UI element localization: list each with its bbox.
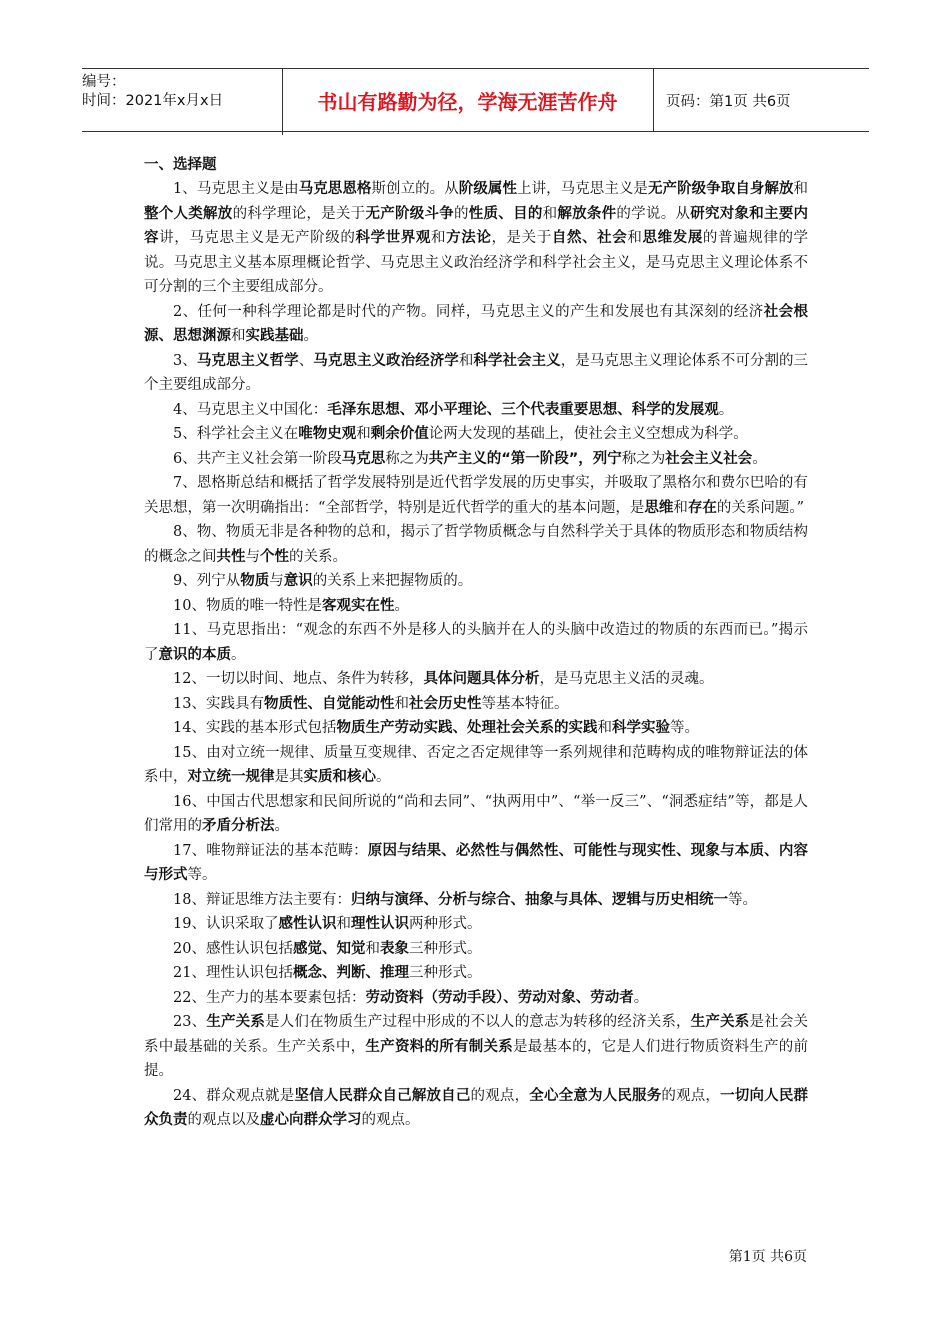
bold-term: 马克思恩格: [298, 181, 372, 197]
bold-term: 社会根源、思想渊源: [144, 303, 809, 344]
text-run: 斯创立的。从: [371, 181, 459, 197]
text-run: 19、认识采取了: [173, 916, 279, 932]
text-run: 和: [627, 230, 643, 246]
text-run: 14、实践的基本形式包括: [173, 720, 337, 736]
text-run: 称之为: [621, 450, 666, 467]
text-run: 上讲，马克思主义是: [517, 181, 648, 197]
text-run: 17、唯物辩证法的基本范畴：: [173, 842, 368, 859]
bold-term: 阶级属性: [458, 181, 518, 197]
paragraph-17: [144, 839, 808, 888]
text-run: 称之为: [385, 450, 429, 467]
text-run: 讲，马克思主义是无产阶级的: [159, 230, 356, 246]
bold-term: 一切向人民群众负责: [144, 1087, 809, 1128]
text-run: 12、一切以时间、地点、条件为转移，: [173, 671, 424, 687]
bold-term: 原因与结果、必然性与偶然性、可能性与现实性、现象与本质、内容与形式: [144, 842, 809, 883]
text-run: 与: [245, 548, 260, 565]
text-run: 、: [298, 352, 314, 369]
text-run: 的观点，: [661, 1087, 721, 1104]
text-run: 和: [365, 940, 380, 957]
text-run: 两种形式。: [408, 916, 482, 932]
section-title: 一、选择题: [144, 157, 217, 173]
text-run: 的观点以及: [187, 1112, 260, 1128]
bold-term: 马克思: [341, 450, 386, 467]
bold-term: 物质: [240, 573, 270, 589]
text-run: ，是关于: [491, 230, 552, 246]
bold-term: 方法论: [446, 230, 492, 246]
paragraph-3: [144, 349, 808, 398]
bold-term: 唯物史观: [298, 426, 357, 442]
text-run: 9、列宁从: [173, 573, 241, 589]
bold-term: 解放条件: [557, 205, 617, 222]
text-run: 和: [431, 230, 447, 246]
text-run: 的观点。: [361, 1112, 420, 1128]
bold-term: 马克思主义哲学: [196, 352, 299, 369]
text-run: 是最基本的，它是人们进行物质资料生产的前提。: [144, 1038, 809, 1079]
bold-term: 劳动资料（劳动手段）、劳动对象、劳动者: [365, 989, 634, 1006]
bold-term: 物质性、自觉能动性: [263, 695, 395, 712]
page-footer: 第1页 共6页: [728, 1249, 807, 1265]
text-run: 等基本特征。: [481, 695, 569, 712]
bold-term: 个性: [260, 548, 289, 565]
bold-term: 实质和核心: [303, 769, 376, 785]
text-run: 6、共产主义社会第一阶段: [173, 450, 342, 467]
bold-term: 归纳与演绎、分析与综合、抽象与具体、逻辑与历史相统一: [350, 891, 728, 908]
bold-term: 剩余价值: [370, 426, 429, 442]
paragraph-8: [144, 520, 808, 569]
text-run: 和: [231, 328, 246, 344]
bold-term: 意识: [283, 573, 313, 589]
text-run: ，是马克思主义活的灵魂。: [539, 671, 714, 687]
text-run: 5、科学社会主义在: [173, 426, 299, 442]
paragraph-16: [144, 790, 808, 839]
paragraph-11: [144, 618, 808, 667]
paragraph-24: [144, 1084, 808, 1133]
paragraph-18: [144, 888, 808, 913]
text-run: 。: [752, 450, 767, 467]
text-run: 的关系问题。”: [716, 499, 805, 516]
text-run: 的: [454, 205, 469, 222]
paragraph-5: [144, 422, 808, 447]
text-run: 。: [274, 818, 289, 834]
text-run: 的普遍规律的学说。马克思主义基本原理概论哲学、马克思主义政治经济学和科学社会主义，是马克思主义理论体系不可分割的三个主要组成部分。: [144, 230, 809, 295]
text-run: 的学说。从: [616, 205, 691, 222]
text-run: 。: [394, 597, 409, 614]
bold-term: 思维发展: [642, 230, 703, 246]
text-run: 8、物、物质无非是各种物的总和，揭示了哲学物质概念与自然科学关于具体的物质形态和物质结构的概念之间: [144, 524, 808, 565]
paragraph-21: [144, 961, 808, 986]
bold-term: 感性认识: [278, 916, 337, 932]
bold-term: 意识的本质: [158, 646, 231, 663]
text-run: 。: [718, 401, 734, 418]
bold-term: 社会主义社会: [665, 450, 753, 467]
text-run: 和: [793, 181, 809, 197]
text-run: 等。: [669, 720, 699, 736]
text-run: 23、: [173, 1014, 207, 1030]
bold-term: 客观实在性: [321, 597, 395, 614]
bold-term: 感觉、知觉: [292, 940, 366, 957]
text-run: 的科学理论，是关于: [232, 205, 366, 222]
text-run: 与: [269, 573, 284, 589]
paragraph-9: [144, 569, 808, 594]
paragraph-4: [144, 398, 808, 423]
bold-term: 实践基础: [245, 328, 304, 344]
bold-term: 生产关系: [690, 1014, 750, 1030]
text-run: 和: [336, 916, 351, 932]
text-run: 等。: [727, 891, 757, 908]
bold-term: 虚心向群众学习: [260, 1112, 362, 1128]
text-run: 20、感性认识包括: [173, 940, 293, 957]
paragraph-22: [144, 986, 808, 1011]
text-run: 。: [633, 989, 649, 1006]
text-run: 三种形式。: [408, 965, 482, 981]
text-run: 的关系上来把握物质的。: [312, 573, 473, 589]
bold-term: 整个人类解放: [144, 205, 233, 222]
page-header: [82, 68, 869, 132]
paragraph-23: [144, 1010, 808, 1084]
bold-term: 概念、判断、推理: [292, 965, 409, 981]
bold-term: 理性认识: [350, 916, 409, 932]
paragraph-19: [144, 912, 808, 937]
text-run: 24、群众观点就是: [173, 1087, 295, 1104]
text-run: 10、物质的唯一特性是: [173, 597, 322, 614]
bold-term: 全心全意为人民服务: [529, 1087, 662, 1104]
text-run: 1、马克思主义是由: [173, 181, 299, 197]
paragraph-13: [144, 692, 808, 717]
bold-term: 研究对象和主要内容: [144, 205, 809, 246]
bold-term: 性质、目的: [468, 205, 543, 222]
text-run: 和: [458, 352, 474, 369]
bold-term: 科学社会主义: [473, 352, 561, 369]
paragraph-14: [144, 716, 808, 741]
paragraph-20: [144, 937, 808, 962]
text-run: 是社会关系中最基础的关系。生产关系中，: [144, 1014, 809, 1055]
bold-term: 共性: [216, 548, 246, 565]
text-run: 22、生产力的基本要素包括：: [173, 989, 366, 1006]
text-run: 15、由对立统一规律、质量互变规律、否定之否定规律等一系列规律和范畴构成的唯物辩证法的体系中，: [144, 744, 808, 785]
text-run: 的关系。: [289, 548, 347, 565]
paragraph-6: [144, 447, 808, 472]
bold-term: 存在: [687, 499, 717, 516]
number-label: 编号：: [82, 74, 126, 90]
text-run: 3、: [173, 352, 197, 369]
text-run: 7、恩格斯总结和概括了哲学发展特别是近代哲学发展的历史事实，并吸取了黑格尔和费尔巴哈的有关思想，第一次明确指出：“全部哲学，特别是近代哲学的重大的基本问题，是: [144, 475, 808, 516]
header-page-number: 页码：第1页 共6页: [666, 93, 791, 110]
text-run: 和: [356, 426, 371, 442]
text-run: ，是马克思主义理论体系不可分割的三个主要组成部分。: [144, 352, 809, 393]
text-run: 的观点，: [470, 1087, 530, 1104]
bold-term: 自然、社会: [551, 230, 628, 246]
text-run: 4、马克思主义中国化：: [173, 401, 328, 418]
text-run: 和: [394, 695, 409, 712]
bold-term: 马克思主义政治经济学: [313, 352, 459, 369]
text-run: 和: [673, 499, 688, 516]
text-run: 和: [542, 205, 558, 222]
bold-term: 矛盾分析法: [202, 818, 275, 834]
text-run: 18、辩证思维方法主要有：: [173, 891, 351, 908]
paragraph-10: [144, 594, 808, 619]
text-run: 三种形式。: [408, 940, 482, 957]
text-run: 等。: [187, 867, 217, 883]
bold-term: 生产关系: [206, 1014, 266, 1030]
paragraph-2: [144, 300, 808, 349]
header-motto: 书山有路勤为径，学海无涯苦作舟: [282, 69, 654, 131]
bold-term: 无产阶级争取自身解放: [648, 181, 794, 197]
document-body: [144, 153, 808, 1133]
text-run: 。: [231, 646, 246, 663]
bold-term: 思维: [644, 499, 674, 516]
text-run: 2、任何一种科学理论都是时代的产物。同样，马克思主义的产生和发展也有其深刻的经济: [173, 303, 764, 320]
bold-term: 具体问题具体分析: [423, 671, 540, 687]
text-run: 。: [303, 328, 318, 344]
bold-term: 科学世界观: [355, 230, 431, 246]
bold-term: 坚信人民群众自己解放自己: [294, 1087, 471, 1104]
text-run: 21、理性认识包括: [173, 965, 293, 981]
paragraph-1: [144, 177, 808, 300]
bold-term: 对立统一规律: [187, 769, 275, 785]
text-run: 11、马克思指出：“观念的东西不外是移人的头脑并在人的头脑中改造过的物质的东西而已。”揭示了: [144, 622, 808, 663]
bold-term: 毛泽东思想、邓小平理论、三个代表重要思想、科学的发展观: [327, 401, 719, 418]
text-run: 。: [376, 769, 391, 785]
bold-term: 物质生产劳动实践、处理社会关系的实践: [336, 720, 598, 736]
text-run: 13、实践具有: [173, 695, 264, 712]
paragraph-7: [144, 471, 808, 520]
paragraph-15: [144, 741, 808, 790]
time-label: 时间：2021年x月x日: [82, 93, 224, 109]
bold-term: 科学实验: [611, 720, 670, 736]
bold-term: 共产主义的“第一阶段”，列宁: [428, 450, 622, 467]
bold-term: 表象: [379, 940, 409, 957]
paragraph-12: [144, 667, 808, 692]
paragraph-list: [144, 177, 808, 1133]
header-meta: [82, 69, 283, 135]
text-run: 是其: [274, 769, 304, 785]
bold-term: 社会历史性: [408, 695, 482, 712]
text-run: 16、中国古代思想家和民间所说的“尚和去同”、“执两用中”、“举一反三”、“洞悉症结”等，都是人们常用的: [144, 793, 808, 834]
bold-term: 无产阶级斗争: [365, 205, 455, 222]
text-run: 和: [597, 720, 612, 736]
bold-term: 生产资料的所有制关系: [365, 1038, 514, 1055]
text-run: 论两大发现的基础上，使社会主义空想成为科学。: [428, 426, 748, 442]
text-run: 是人们在物质生产过程中形成的不以人的意志为转移的经济关系，: [265, 1014, 691, 1030]
